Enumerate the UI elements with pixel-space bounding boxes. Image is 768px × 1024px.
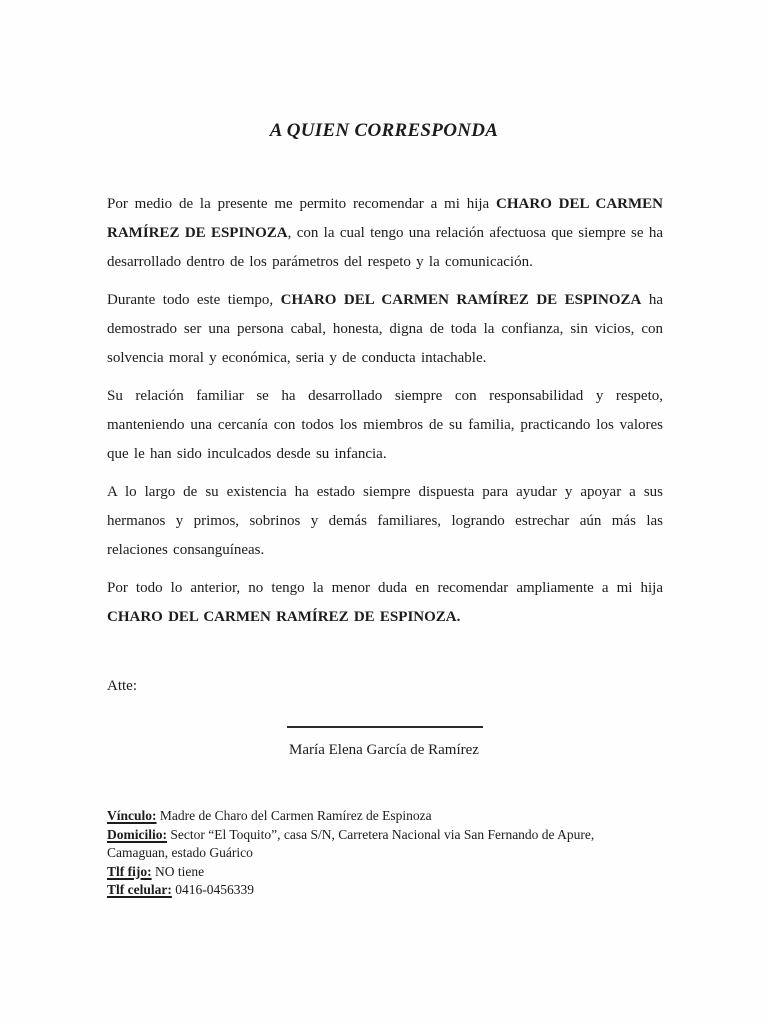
contact-value: NO tiene (151, 863, 205, 879)
contact-line (107, 826, 679, 845)
paragraph-text: A lo largo de su existencia ha estado siempre dispuesta para ayudar y apoyar a sus hermanos y primos, sobrinos y demás familiares, logrando estrechar aún más las relaciones consanguíneas. (107, 484, 663, 558)
letter-title: A QUIEN CORRESPONDA (269, 120, 499, 141)
signer-name: María Elena García de Ramírez (289, 742, 479, 758)
contact-label: Vínculo: (107, 808, 157, 823)
letter-paragraph (107, 190, 663, 277)
contact-value: Camaguan, estado Guárico (107, 845, 253, 861)
contact-line (107, 881, 679, 900)
letter-paragraph (107, 574, 663, 632)
paragraph-text: ha demostrado ser una persona cabal, honesta, digna de toda la confianza, sin vicios, con solvencia moral y económica, seria y de conducta intachable. (107, 292, 663, 366)
closing-atte: Atte: (107, 678, 137, 694)
contact-line (107, 844, 679, 863)
contact-block (107, 807, 679, 900)
contact-value: 0416-0456339 (171, 882, 254, 898)
contact-label: Domicilio: (107, 826, 167, 842)
recommended-name-bold: CHARO DEL CARMEN RAMÍREZ DE ESPINOZA. (107, 609, 461, 625)
paragraph-text: Durante todo este tiempo, (107, 292, 281, 308)
contact-label: Tlf fijo: (107, 863, 152, 879)
paragraph-text: Su relación familiar se ha desarrollado siempre con responsabilidad y respeto, manteniendo una cercanía con todos los miembros de su familia, practicando los valores que le han sido inculcados desde su infancia. (107, 388, 663, 462)
letter-paragraph (107, 286, 663, 373)
paragraph-text: Por todo lo anterior, no tengo la menor duda en recomendar ampliamente a mi hija (107, 580, 663, 596)
letter-paragraph (107, 382, 663, 469)
letter-body (107, 190, 663, 641)
contact-value: Sector “El Toquito”, casa S/N, Carretera Nacional via San Fernando de Apure, (167, 826, 595, 842)
signature-line (287, 712, 483, 728)
paragraph-text: Por medio de la presente me permito recomendar a mi hija (107, 196, 497, 212)
contact-line (107, 807, 679, 826)
contact-label: Tlf celular: (107, 882, 172, 898)
recommended-name-bold: CHARO DEL CARMEN RAMÍREZ DE ESPINOZA (280, 292, 642, 308)
paragraph-text: , con la cual tengo una relación afectuosa que siempre se ha desarrollado dentro de los parámetros del respeto y la comunicación. (107, 225, 663, 270)
letter-paragraph (107, 478, 663, 565)
contact-value: Madre de Charo del Carmen Ramírez de Espinoza (156, 808, 432, 823)
recommended-name-bold: CHARO DEL CARMEN RAMÍREZ DE ESPINOZA (107, 196, 664, 241)
contact-line (107, 863, 679, 882)
